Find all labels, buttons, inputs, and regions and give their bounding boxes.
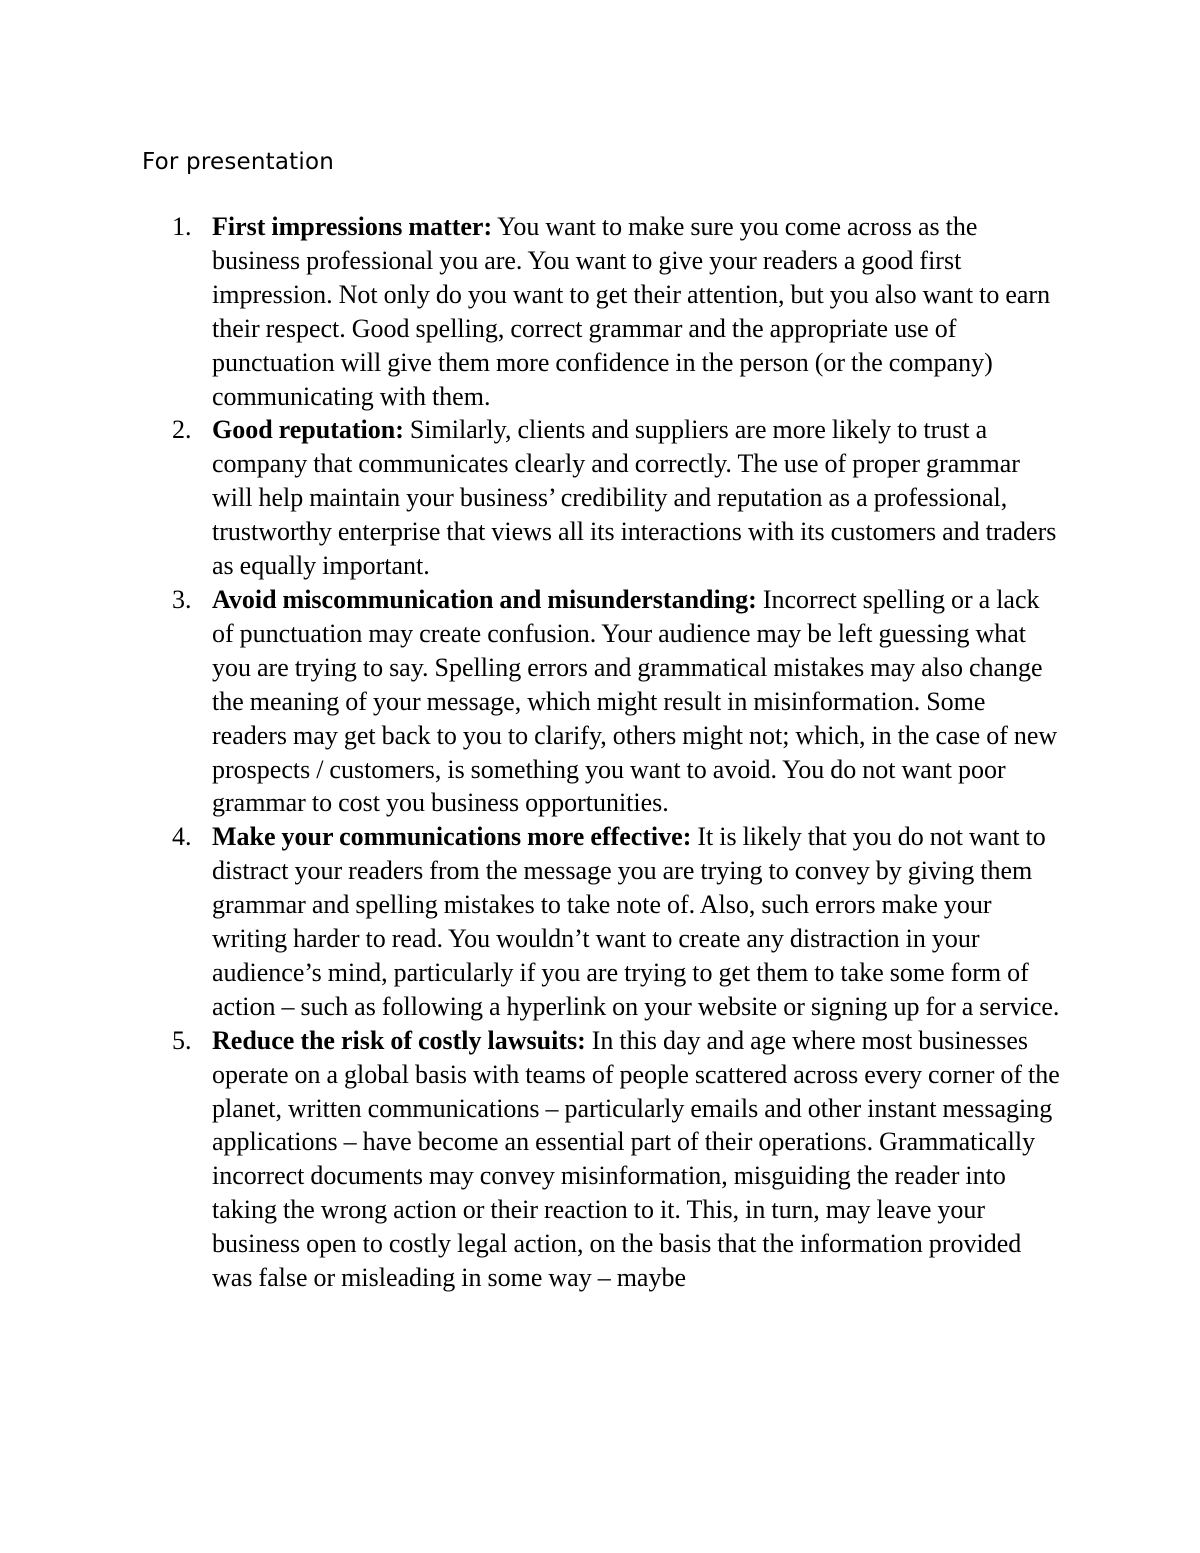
list-item-number: 4. xyxy=(172,822,192,852)
list-item-text: Similarly, clients and suppliers are more likely to trust a company that communicates clearly and correctly. The use of proper grammar will help maintain your business’ credibility and reputation as a professional, trustworthy enterprise that views all its interactions with its customers and traders as equally important. xyxy=(212,415,1057,581)
list-item-number: 5. xyxy=(172,1025,192,1055)
list-item xyxy=(172,1024,1062,1295)
list-item xyxy=(172,210,1062,413)
list-item xyxy=(172,583,1062,820)
list-item-label: Reduce the risk of costly lawsuits: xyxy=(212,1025,586,1055)
list-item-label: Make your communications more effective: xyxy=(212,822,692,852)
list-item-text: You want to make sure you come across as the business professional you are. You want to give your readers a good first impression. Not only do you want to get their attention, but you also want to earn their respect. Good spelling, correct grammar and the appropriate use of punctuation will give them more confidence in the person (or the company) communicating with them. xyxy=(212,212,1051,411)
list-item-number: 3. xyxy=(172,584,192,614)
list-item xyxy=(172,820,1062,1023)
list-item-label: Avoid miscommunication and misunderstanding: xyxy=(212,584,757,614)
list-item-text: Incorrect spelling or a lack of punctuation may create confusion. Your audience may be left guessing what you are trying to say. Spelling errors and grammatical mistakes may also change the meaning of your message, which might result in misinformation. Some readers may get back to you to clarify, others might not; which, in the case of new prospects / customers, is something you want to avoid. You do not want poor grammar to cost you business opportunities. xyxy=(212,584,1058,818)
list-item-number: 2. xyxy=(172,415,192,445)
list-item-label: First impressions matter: xyxy=(212,212,493,241)
list-item-text: It is likely that you do not want to distract your readers from the message you are trying to convey by giving them grammar and spelling mistakes to take note of. Also, such errors make your writing harder to read. You wouldn’t want to create any distraction in your audience’s mind, particularly if you are trying to get them to take some form of action – such as following a hyperlink on your website or signing up for a service. xyxy=(212,822,1060,1021)
list-item xyxy=(172,413,1062,583)
list-item-text: In this day and age where most businesses operate on a global basis with teams of people scattered across every corner of the planet, written communications – particularly emails and other instant messaging applications – have become an essential part of their operations. Grammatically incorrect documents may convey misinformation, misguiding the reader into taking the wrong action or their reaction to it. This, in turn, may leave your business open to costly legal action, on the basis that the information provided was false or misleading in some way – maybe xyxy=(212,1025,1060,1293)
list-item-number: 1. xyxy=(172,212,192,241)
numbered-list xyxy=(172,210,1062,1295)
list-item-label: Good reputation: xyxy=(212,415,404,445)
document-heading: For presentation xyxy=(142,149,335,175)
